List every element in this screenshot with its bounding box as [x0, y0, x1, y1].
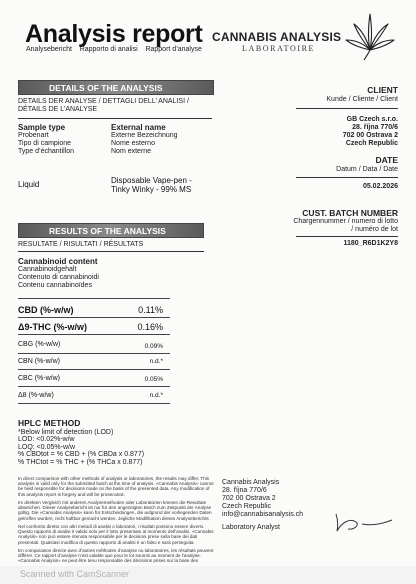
result-value-cbc: 0.05%	[144, 376, 163, 383]
sample-type-value: Liquid	[18, 180, 40, 189]
result-label-thc: Δ9-THC (%-w/w)	[18, 322, 87, 332]
results-banner-label: RESULTS OF THE ANALYSIS	[49, 225, 166, 236]
date-value: 05.02.2026	[362, 183, 398, 190]
external-name-translation: Externe Bezeichnung	[111, 132, 178, 139]
method-line: % CBDtot = % CBD + (% CBDa x 0.877)	[18, 451, 145, 458]
result-label-cbn: CBN (%-w/w)	[18, 358, 60, 365]
result-value-thc: 0.16%	[137, 322, 163, 332]
lab-subtitle: LABORATOIRE	[242, 44, 316, 53]
table-rule	[18, 298, 170, 299]
date-block	[248, 156, 398, 174]
result-label-cbc: CBC (%-w/w)	[18, 375, 60, 382]
sample-type-translation: Tipo di campione	[18, 140, 72, 147]
external-name-heading: External name	[111, 123, 166, 132]
sample-type-heading: Sample type	[18, 123, 66, 132]
disclaimer-block	[18, 476, 214, 564]
scanner-watermark: Scanned with CamScanner	[20, 569, 130, 579]
external-name-value-line: Disposable Vape-pen -	[111, 176, 192, 185]
result-value-cbg: 0.09%	[144, 343, 163, 350]
disclaimer-en: In direct comparison with other methods of analysis or laboratories, the results may differ. This analysis is valid only for the submitted batch at the time of analysis. «Cannabis Analysis» cannot be held responsible for decisions made on the basis of the presented data. Any modification of this analysis report is forgery and will be prosecuted.	[18, 476, 214, 497]
method-heading: HPLC METHOD	[18, 418, 81, 428]
client-address-line: 702 00 Ostrava 2	[342, 132, 398, 139]
client-address-line: 28. října 770/6	[352, 124, 398, 131]
date-heading: DATE	[375, 155, 398, 165]
lab-name: CANNABIS ANALYSIS	[212, 30, 342, 44]
method-line: LOD: <0.02%-w/w	[18, 436, 75, 443]
batch-value: 1180_R6D1K2Y8	[343, 240, 398, 247]
table-rule	[18, 317, 170, 318]
report-title: Analysis report	[25, 20, 203, 48]
date-translation: Datum / Data / Date	[336, 166, 398, 173]
disclaimer-it: Nel confronto diretto con altri metodi di analisi o laboratori, i risultati possono essere diversi. Questo rapporto di analisi è valido solo per il lotto presentato al momento dell’analisi. «Cannabis Analysis» non può essere ritenuta responsabile per le decisioni prese sulla base dei dati presentati. Qualsiasi modifica di questo rapporto di analisi è un falso e sarà perseguita.	[18, 524, 214, 545]
cannabinoid-content-translation: Contenu cannabinoïdes	[18, 282, 92, 289]
lab-email: info@cannabisanalysis.ch	[222, 511, 304, 518]
cannabinoid-content-block	[18, 258, 99, 290]
method-line: % THCtot = % THC + (% THCa x 0.877)	[18, 458, 143, 466]
external-name-block	[111, 124, 178, 156]
external-name-translation: Nome esterno	[111, 140, 155, 147]
disclaimer-de: Im direkten Vergleich mit anderen Analysemethoden oder Laboratorien können die Resultate abweichen. Dieser Analysebericht ist nur für den angezeigten Batch zum Zeitpunkt der Analyse gültig. Die «Cannabis Analysis» kann für Entscheidungen, die aufgrund der vorliegenden Daten getroffen wurden, nicht haftbar gemacht werden. Jegliche Modifikation dieses Analyseberichts	[18, 500, 212, 521]
result-label-cbg: CBG (%-w/w)	[18, 341, 61, 348]
client-address-line: Czech Republic	[345, 140, 398, 147]
batch-translation: / numéro de lot	[351, 226, 398, 233]
lab-address-line: Cannabis Analysis	[222, 479, 280, 486]
sample-type-translation: Type d’échantillon	[18, 148, 75, 155]
batch-block	[248, 209, 398, 234]
details-caption	[18, 98, 189, 114]
lab-address-line: Czech Republic	[222, 503, 272, 510]
client-address-line: GB Czech s.r.o.	[346, 116, 398, 123]
external-name-translation: Nom externe	[111, 148, 152, 155]
client-block	[248, 86, 398, 104]
details-banner-label: DETAILS OF THE ANALYSIS	[49, 82, 163, 93]
sample-type-block	[18, 124, 74, 156]
divider	[296, 236, 398, 237]
divider	[296, 108, 398, 109]
external-name-value	[111, 176, 192, 194]
details-banner	[18, 80, 214, 95]
method-line: LOQ: <0.05%-w/w	[18, 443, 75, 451]
table-rule	[18, 334, 170, 335]
details-caption-line: DETAILS DER ANALYSE / DETTAGLI DELL’ ANALISI /	[18, 98, 189, 105]
method-block	[18, 420, 144, 466]
results-caption: RESULTATE / RISULTATI / RÉSULTATS	[18, 241, 144, 248]
result-value-d8: n.d.*	[149, 392, 163, 399]
result-value-cbn: n.d.*	[149, 358, 163, 365]
table-rule	[18, 403, 170, 404]
lab-address-line: 702 00 Ostrava 2	[222, 495, 276, 502]
result-label-cbd: CBD (%-w/w)	[18, 305, 74, 315]
lab-address-line: 28. října 770/6	[222, 487, 267, 494]
details-caption-line: DÉTAILS DE L’ANALYSE	[18, 106, 98, 113]
client-heading: CLIENT	[367, 85, 398, 95]
table-rule	[18, 386, 170, 387]
sample-type-translation: Probenart	[18, 132, 49, 139]
client-address	[248, 116, 398, 148]
cannabis-leaf-icon	[344, 10, 396, 62]
disclaimer-fr: En comparaison directe avec d’autres méthodes d’analyse ou laboratoires, les résultats peuvent différer. Ce rapport d’analyse n’est valable que pour le lot soumis au moment de l’analyse. «Cannabis Analysis» ne peut être tenu responsable des décisions prises sur la base des	[18, 548, 214, 564]
divider	[18, 251, 204, 252]
lab-address	[222, 479, 303, 519]
result-value-cbd: 0.11%	[138, 305, 163, 315]
external-name-value-line: Tinky Winky - 99% MS	[111, 185, 192, 194]
analyst-label: Laboratory Analyst	[222, 524, 280, 531]
batch-heading: CUST. BATCH NUMBER	[302, 208, 398, 218]
signature-icon	[332, 508, 394, 534]
results-banner	[18, 223, 204, 238]
client-translation: Kunde / Cliente / Client	[326, 96, 398, 103]
divider	[18, 118, 212, 119]
cannabinoid-content-heading: Cannabinoid content	[18, 257, 98, 266]
table-rule	[18, 353, 170, 354]
cannabinoid-content-translation: Cannabinoidgehalt	[18, 266, 77, 273]
batch-translation: Chargennummer / numero di lotto	[293, 218, 398, 225]
cannabinoid-content-translation: Contenuto di cannabinoidi	[18, 274, 99, 281]
method-line: *Below limit of detection (LOD)	[18, 428, 114, 436]
result-label-d8: Δ8 (%-w/w)	[18, 392, 54, 399]
divider	[296, 177, 398, 178]
report-subtitle: Analysebericht Rapporto di analisi Rapport d’analyse	[26, 46, 202, 53]
table-rule	[18, 369, 170, 370]
